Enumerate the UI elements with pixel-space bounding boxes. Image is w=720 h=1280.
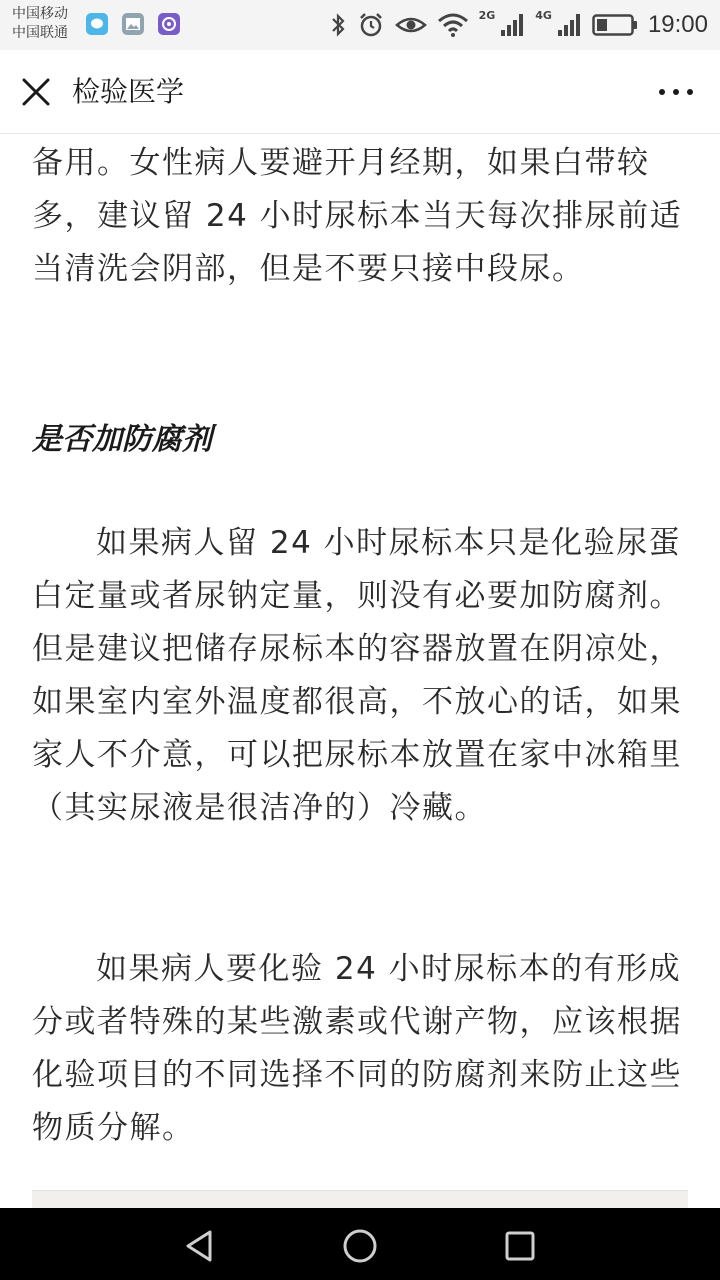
carrier-labels [12,5,68,43]
section-heading: 是否加防腐剂 [32,422,212,457]
recents-button[interactable] [500,1226,540,1266]
back-button[interactable] [180,1226,220,1266]
article-paragraph-3: 如果病人要化验 24 小时尿标本的有形成分或者特殊的某些激素或代谢产物，应该根据化验项目的不同选择不同的防腐剂来防止这些物质分解。 [32,951,682,1146]
network-label-1: 2G [478,8,496,22]
status-icons [329,8,708,42]
article-content[interactable] [0,134,720,1208]
article-paragraph-1: 备用。女性病人要避开月经期，如果白带较多，建议留 24 小时尿标本当天每次排尿前适当清洗会阴部，但是不要只接中段尿。 [32,145,683,287]
network-label-2: 4G [535,8,552,22]
article-paragraph-2: 如果病人留 24 小时尿标本只是化验尿蛋白定量或者尿钠定量，则没有必要加防腐剂。但是建议把储存尿标本的容器放置在阴凉处，如果室内室外温度都很高，不放心的话，如果家人不介意，可以把尿标本放置在家中冰箱里（其实尿液是很洁净的）冷藏。 [32,525,682,826]
message-app-icon [86,13,108,35]
signal-icon [499,12,525,38]
carrier-2: 中国联通 [12,25,68,41]
alarm-icon [357,11,385,39]
recents-square-icon [500,1226,540,1266]
carrier-1: 中国移动 [12,6,68,22]
home-button[interactable] [340,1226,380,1266]
status-bar [0,0,720,50]
close-icon [16,72,56,112]
close-button[interactable] [16,72,56,112]
top-app-bar [0,50,720,134]
bluetooth-icon [329,12,347,38]
browser-app-icon [158,13,180,35]
status-time: 19:00 [647,11,708,38]
navigation-bar [0,1208,720,1280]
article-image [32,1190,688,1208]
wifi-icon [437,12,469,38]
battery-icon [592,13,638,37]
eye-icon [395,13,427,37]
gallery-app-icon [122,13,144,35]
signal-icon-2 [556,12,582,38]
home-circle-icon [340,1226,380,1266]
back-triangle-icon [180,1226,220,1266]
more-options-button[interactable] [656,80,696,104]
more-dots-icon [656,80,696,104]
page-title: 检验医学 [72,75,185,108]
